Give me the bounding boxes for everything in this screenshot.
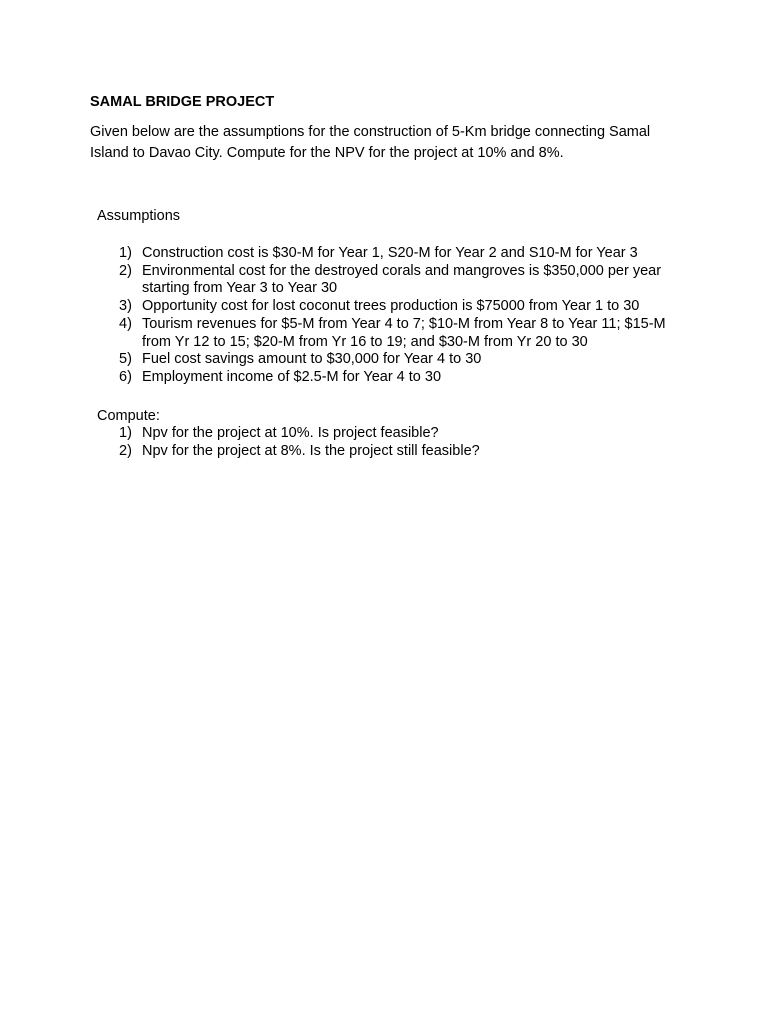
assumption-text: Environmental cost for the destroyed corals and mangroves is $350,000 per year starting from Year 3 to Year 30 (142, 262, 662, 297)
intro-line-2: Island to Davao City. Compute for the NPV for the project at 10% and 8%. (90, 145, 564, 161)
assumption-text: Employment income of $2.5-M for Year 4 to 30 (142, 368, 442, 385)
assumption-item (97, 245, 697, 263)
assumption-item (97, 351, 697, 369)
assumption-text: Fuel cost savings amount to $30,000 for Year 4 to 30 (142, 351, 482, 368)
compute-item (97, 425, 697, 443)
list-number: 2) (119, 262, 132, 279)
assumption-text: Construction cost is $30-M for Year 1, S20-M for Year 2 and S10-M for Year 3 (142, 245, 638, 261)
assumption-item (97, 298, 697, 316)
intro-paragraph (90, 122, 690, 164)
compute-heading: Compute: (97, 408, 160, 424)
list-number: 4) (119, 315, 132, 332)
assumptions-list (97, 245, 697, 387)
assumption-item (97, 316, 697, 351)
intro-line-1: Given below are the assumptions for the construction of 5-Km bridge connecting Samal (90, 124, 651, 140)
compute-item (97, 443, 697, 461)
compute-text: Npv for the project at 8%. Is the project still feasible? (142, 442, 480, 459)
assumption-item (97, 369, 697, 387)
assumption-item (97, 263, 697, 298)
list-number: 6) (119, 368, 132, 385)
assumption-text: Tourism revenues for $5-M from Year 4 to 7; $10-M from Year 8 to Year 11; $15-M from Yr 12 to 15; $20-M from Yr 16 to 19; and $30-M from Yr 20 to 30 (142, 315, 666, 350)
compute-list (97, 425, 697, 460)
list-number: 3) (119, 298, 132, 315)
list-number: 1) (119, 245, 132, 261)
document-title: SAMAL BRIDGE PROJECT (90, 94, 275, 110)
assumptions-heading: Assumptions (97, 208, 181, 224)
list-number: 1) (119, 425, 132, 441)
assumption-text: Opportunity cost for lost coconut trees production is $75000 from Year 1 to 30 (142, 298, 640, 315)
compute-text: Npv for the project at 10%. Is project feasible? (142, 425, 439, 441)
list-number: 2) (119, 442, 132, 459)
list-number: 5) (119, 351, 132, 368)
